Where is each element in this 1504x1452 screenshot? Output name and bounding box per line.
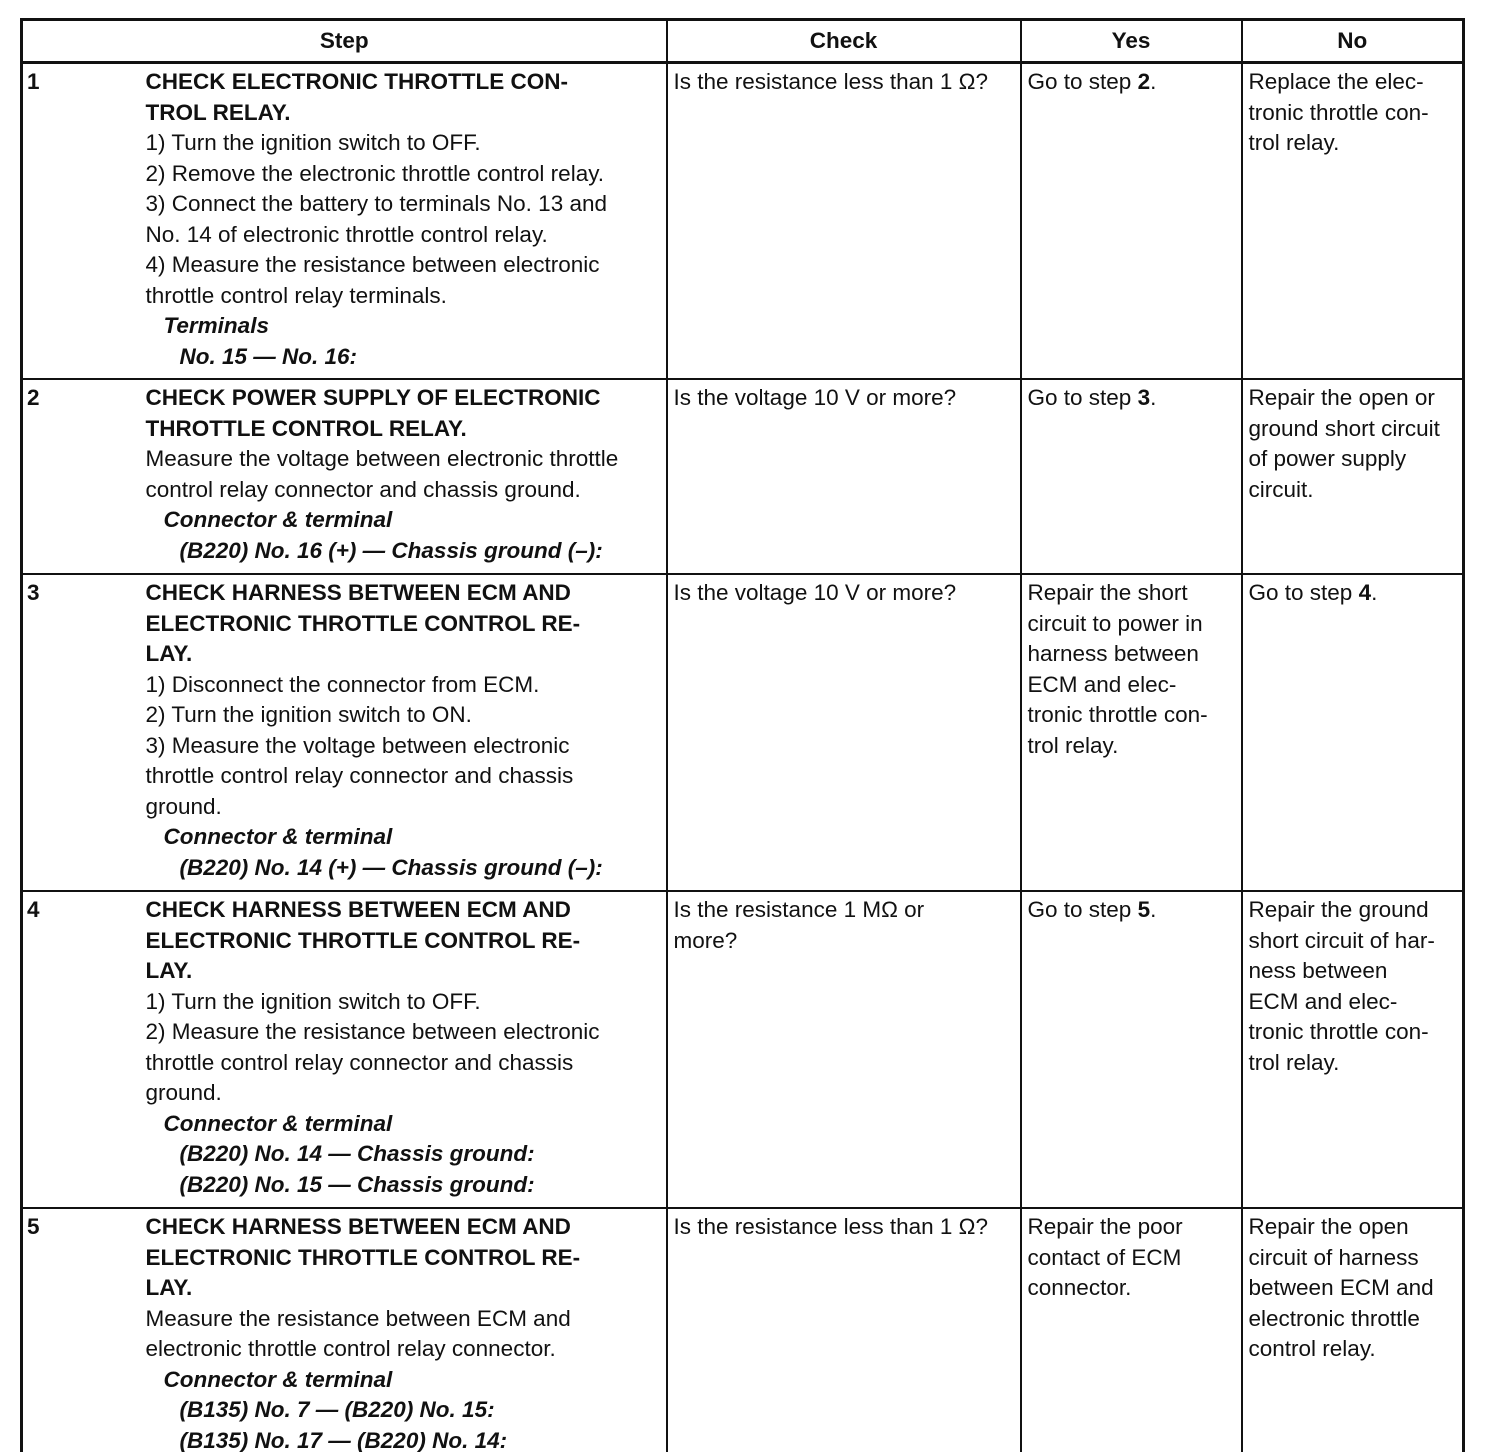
step-line: 1) Disconnect the connector from ECM. — [145, 671, 540, 697]
yes-action: Repair the short circuit to power in harness between ECM and elec- tronic throttle con- trol relay. — [1027, 580, 1208, 758]
yes-suffix: . — [1150, 69, 1157, 94]
step-line: 2) Measure the resistance between electronic throttle control relay connector and chassis ground. — [145, 1019, 600, 1105]
table-row — [22, 379, 1464, 574]
yes-step-ref: 3 — [1137, 385, 1151, 410]
yes-prefix: Go to step — [1027, 69, 1138, 94]
yes-suffix: . — [1150, 897, 1157, 922]
yes-step-ref: 2 — [1137, 69, 1151, 94]
yes-cell — [1021, 379, 1242, 574]
spec-heading: Connector & terminal — [163, 1366, 393, 1392]
step-number: 3 — [22, 574, 144, 891]
step-instructions — [144, 891, 667, 1208]
step-line: 1) Turn the ignition switch to OFF. — [145, 130, 481, 155]
step-line: 3) Connect the battery to terminals No. 13 and No. 14 of electronic throttle control relay. — [145, 191, 608, 247]
no-step-ref: 4 — [1358, 580, 1372, 605]
table-row — [22, 574, 1464, 891]
spec-line: (B135) No. 7 — (B220) No. 15: — [179, 1397, 495, 1422]
diagnostic-procedure-table — [20, 18, 1465, 1452]
spec-line: (B220) No. 14 (+) — Chassis ground (–): — [179, 854, 603, 880]
no-action: Repair the open or ground short circuit of power supply circuit. — [1248, 385, 1440, 502]
no-action: Repair the open circuit of harness between ECM and electronic throttle control relay. — [1248, 1214, 1434, 1361]
spec-heading: Connector & terminal — [163, 1110, 393, 1136]
table-row — [22, 891, 1464, 1208]
step-line: 2) Turn the ignition switch to ON. — [145, 702, 472, 727]
step-title: CHECK HARNESS BETWEEN ECM AND ELECTRONIC THROTTLE CONTROL RE- LAY. — [145, 1214, 581, 1300]
table-row — [22, 1208, 1464, 1452]
step-instructions — [144, 574, 667, 891]
step-instructions — [144, 63, 667, 380]
spec-line: (B220) No. 14 — Chassis ground: — [179, 1141, 535, 1166]
check-cell — [667, 1208, 1021, 1452]
no-cell — [1242, 379, 1464, 574]
step-line: Measure the resistance between ECM and electronic throttle control relay connector. — [145, 1305, 571, 1361]
spec-line: (B220) No. 15 — Chassis ground: — [179, 1171, 535, 1197]
step-title: CHECK HARNESS BETWEEN ECM AND ELECTRONIC THROTTLE CONTROL RE- LAY. — [145, 580, 581, 666]
spec-heading: Connector & terminal — [163, 824, 393, 849]
step-number: 4 — [22, 891, 144, 1208]
spec-heading: Terminals — [163, 313, 269, 338]
yes-suffix: . — [1150, 385, 1157, 410]
no-cell — [1242, 63, 1464, 380]
step-number: 2 — [22, 379, 144, 574]
step-instructions — [144, 379, 667, 574]
step-line: Measure the voltage between electronic throttle control relay connector and chassis ground. — [145, 446, 619, 502]
header-step: Step — [22, 20, 667, 63]
no-prefix: Go to step — [1248, 580, 1359, 605]
yes-cell — [1021, 891, 1242, 1208]
spec-line: (B220) No. 16 (+) — Chassis ground (–): — [179, 537, 603, 563]
no-action: Repair the ground short circuit of har- ness between ECM and elec- tronic throttle con- trol relay. — [1248, 897, 1435, 1075]
no-action: Replace the elec- tronic throttle con- trol relay. — [1248, 69, 1429, 155]
step-line: 3) Measure the voltage between electronic throttle control relay connector and chassis ground. — [145, 732, 574, 819]
yes-prefix: Go to step — [1027, 385, 1138, 410]
check-cell — [667, 379, 1021, 574]
step-number: 1 — [22, 63, 144, 380]
check-cell — [667, 891, 1021, 1208]
check-question: Is the voltage 10 V or more? — [673, 580, 957, 605]
step-line: 1) Turn the ignition switch to OFF. — [145, 988, 481, 1014]
yes-step-ref: 5 — [1137, 897, 1151, 922]
check-cell — [667, 574, 1021, 891]
check-question: Is the resistance less than 1 Ω? — [673, 69, 988, 94]
step-title: CHECK ELECTRONIC THROTTLE CON- TROL RELAY. — [145, 69, 568, 125]
yes-action: Repair the poor contact of ECM connector. — [1027, 1214, 1183, 1300]
no-cell — [1242, 891, 1464, 1208]
table-row — [22, 63, 1464, 380]
step-title: CHECK HARNESS BETWEEN ECM AND ELECTRONIC THROTTLE CONTROL RE- LAY. — [145, 897, 581, 983]
step-line: 2) Remove the electronic throttle control relay. — [145, 160, 605, 186]
check-cell — [667, 63, 1021, 380]
step-line: 4) Measure the resistance between electronic throttle control relay terminals. — [145, 252, 600, 308]
header-check: Check — [667, 20, 1021, 63]
yes-cell — [1021, 63, 1242, 380]
yes-cell — [1021, 1208, 1242, 1452]
no-cell — [1242, 1208, 1464, 1452]
spec-line: No. 15 — No. 16: — [179, 343, 358, 369]
check-question: Is the resistance less than 1 Ω? — [673, 1214, 988, 1239]
step-number: 5 — [22, 1208, 144, 1452]
header-no: No — [1242, 20, 1464, 63]
step-title: CHECK POWER SUPPLY OF ELECTRONIC THROTTLE CONTROL RELAY. — [145, 385, 601, 441]
spec-heading: Connector & terminal — [163, 507, 393, 532]
header-row — [22, 20, 1464, 63]
check-question: Is the resistance 1 MΩ or more? — [673, 897, 925, 953]
spec-line: (B135) No. 17 — (B220) No. 14: — [179, 1427, 508, 1452]
yes-cell — [1021, 574, 1242, 891]
no-cell — [1242, 574, 1464, 891]
check-question: Is the voltage 10 V or more? — [673, 385, 957, 410]
no-suffix: . — [1371, 580, 1378, 605]
header-yes: Yes — [1021, 20, 1242, 63]
yes-prefix: Go to step — [1027, 897, 1138, 922]
step-instructions — [144, 1208, 667, 1452]
